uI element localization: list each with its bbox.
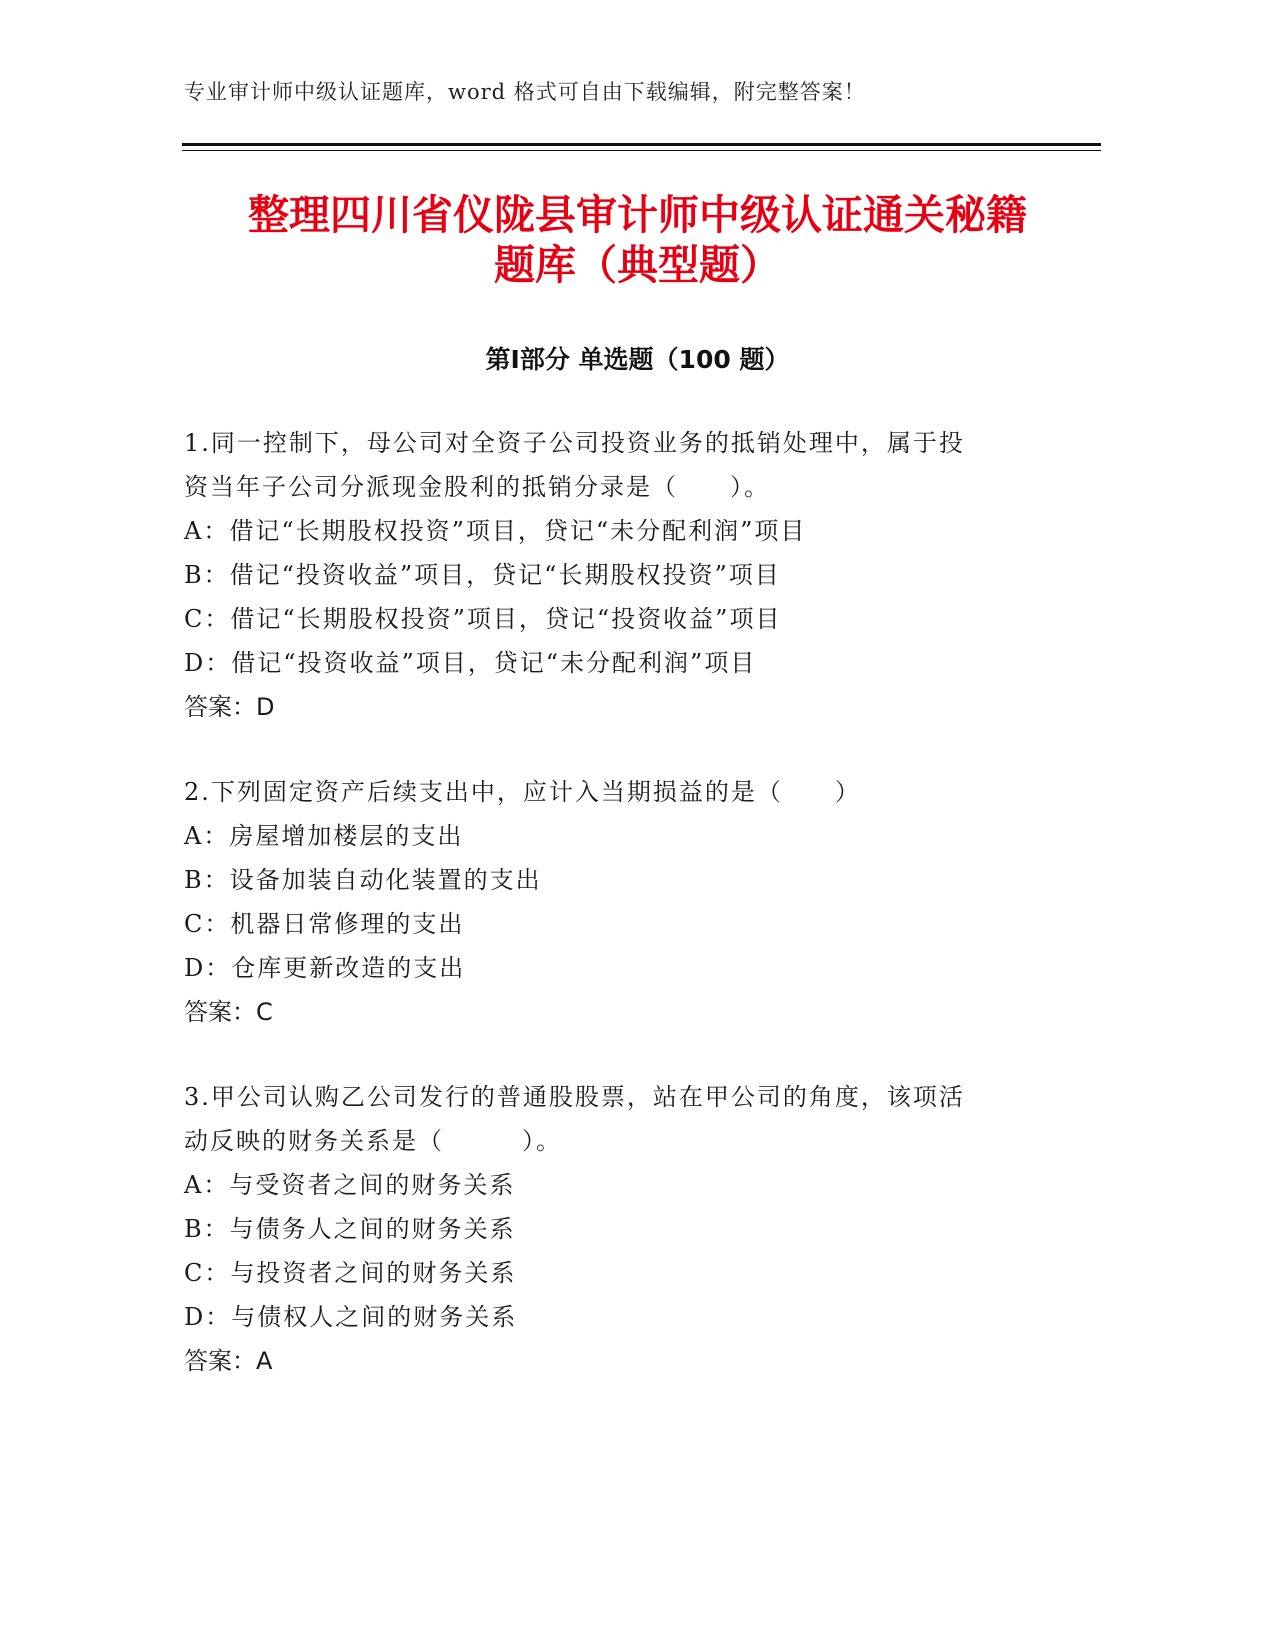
question-stem-line: 2.下列固定资产后续支出中，应计入当期损益的是（ ） bbox=[184, 778, 861, 806]
question-1 bbox=[184, 421, 1064, 729]
option-d: D：与债权人之间的财务关系 bbox=[184, 1303, 518, 1331]
header-note: 专业审计师中级认证题库，word 格式可自由下载编辑，附完整答案！ bbox=[184, 80, 866, 104]
option-b: B：设备加装自动化装置的支出 bbox=[184, 866, 542, 894]
option-a: A：借记“长期股权投资”项目，贷记“未分配利润”项目 bbox=[184, 517, 807, 545]
option-b: B：与债务人之间的财务关系 bbox=[184, 1215, 516, 1243]
question-2 bbox=[184, 770, 1064, 1034]
header-rule-thin bbox=[182, 150, 1101, 151]
question-3 bbox=[184, 1075, 1064, 1383]
option-c: C：机器日常修理的支出 bbox=[184, 910, 465, 938]
question-stem-line: 动反映的财务关系是（ ）。 bbox=[184, 1127, 562, 1155]
document-title-line-2: 题库（典型题） bbox=[494, 241, 781, 289]
question-stem-line: 3.甲公司认购乙公司发行的普通股股票，站在甲公司的角度，该项活 bbox=[184, 1083, 965, 1111]
option-c: C：借记“长期股权投资”项目，贷记“投资收益”项目 bbox=[184, 605, 782, 633]
option-c: C：与投资者之间的财务关系 bbox=[184, 1259, 517, 1287]
option-b: B：借记“投资收益”项目，贷记“长期股权投资”项目 bbox=[184, 561, 781, 589]
question-stem-line: 1.同一控制下，母公司对全资子公司投资业务的抵销处理中，属于投 bbox=[184, 429, 965, 457]
option-d: D：仓库更新改造的支出 bbox=[184, 954, 466, 982]
option-a: A：房屋增加楼层的支出 bbox=[184, 822, 464, 850]
option-d: D：借记“投资收益”项目，贷记“未分配利润”项目 bbox=[184, 649, 757, 677]
header-rule-thick bbox=[182, 143, 1101, 146]
answer: 答案：D bbox=[184, 693, 275, 721]
section-heading: 第Ⅰ部分 单选题（100 题） bbox=[485, 345, 790, 374]
question-stem-line: 资当年子公司分派现金股利的抵销分录是（ ）。 bbox=[184, 473, 770, 501]
answer: 答案：A bbox=[184, 1347, 273, 1375]
document-title bbox=[150, 190, 1125, 290]
answer: 答案：C bbox=[184, 998, 273, 1026]
document-title-line-1: 整理四川省仪陇县审计师中级认证通关秘籍 bbox=[248, 191, 1027, 239]
option-a: A：与受资者之间的财务关系 bbox=[184, 1171, 516, 1199]
